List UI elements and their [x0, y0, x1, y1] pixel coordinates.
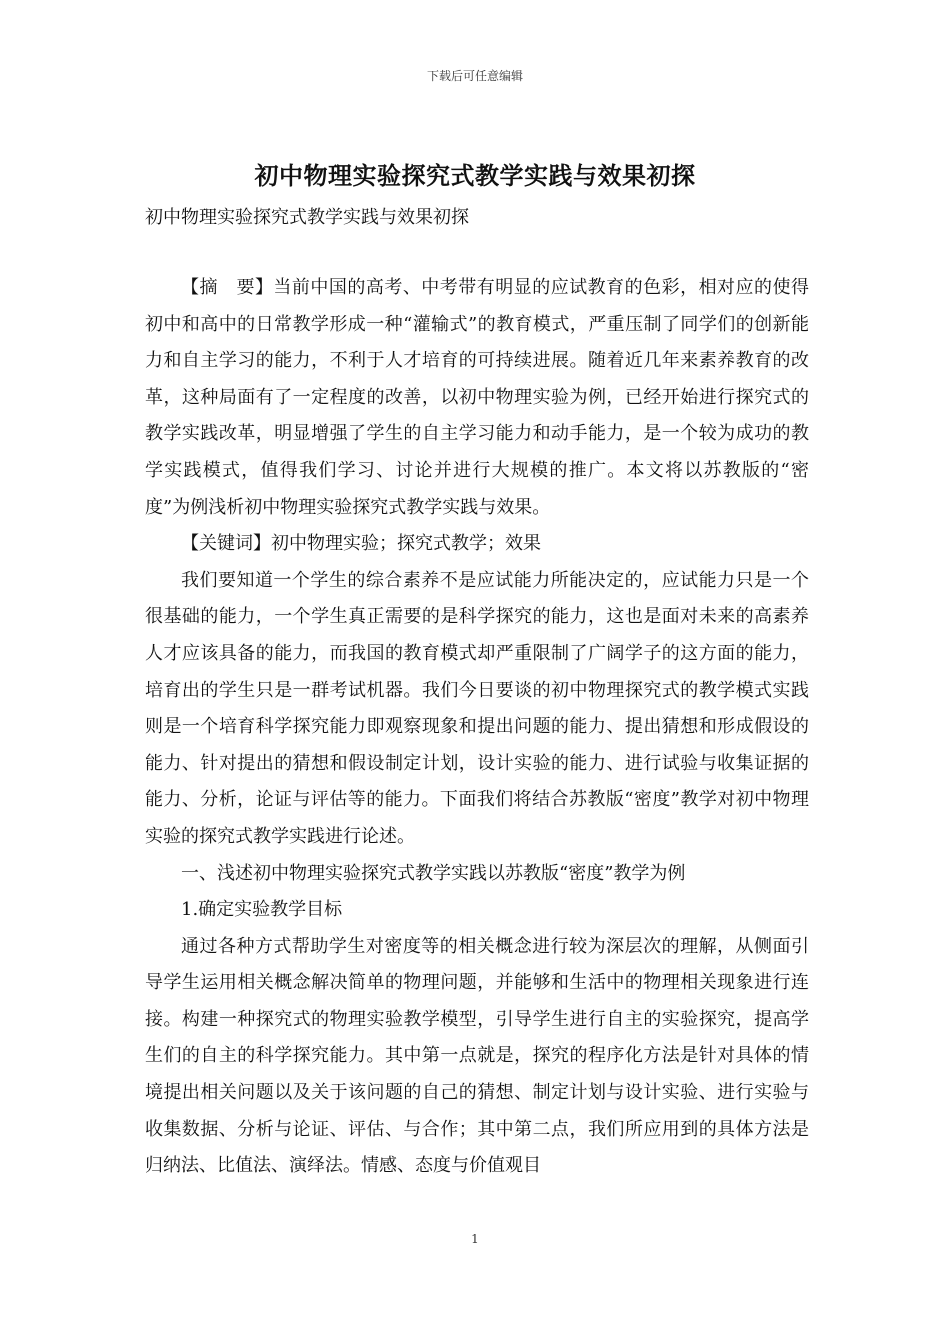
keywords-paragraph: 【关键词】初中物理实验；探究式教学；效果	[181, 533, 541, 555]
abstract-paragraph: 【摘 要】当前中国的高考、中考带有明显的应试教育的色彩，相对应的使得初中和高中的日常教学形成一种“灌输式”的教育模式，严重压制了同学们的创新能力和自主学习的能力，不利于人才培育的可持续进展。随着近几年来素养教育的改革，这种局面有了一定程度的改善，以初中物理实验为例，已经开始进行探究式的教学实践改革，明显增强了学生的自主学习能力和动手能力，是一个较为成功的教学实践模式，值得我们学习、讨论并进行大规模的推广。本文将以苏教版的“密度”为例浅析初中物理实验探究式教学实践与效果。	[145, 277, 809, 518]
document-body	[145, 270, 809, 1185]
body-paragraph: 通过各种方式帮助学生对密度等的相关概念进行较为深层次的理解，从侧面引导学生运用相关概念解决简单的物理问题，并能够和生活中的物理相关现象进行连接。构建一种探究式的物理实验教学模型，引导学生进行自主的实验探究，提高学生们的自主的科学探究能力。其中第一点就是，探究的程序化方法是针对具体的情境提出相关问题以及关于该问题的自己的猜想、制定计划与设计实验、进行实验与收集数据、分析与论证、评估、与合作；其中第二点，我们所应用到的具体方法是归纳法、比值法、演绎法。情感、态度与价值观目	[145, 935, 809, 1177]
page-header-note: 下载后可任意编辑	[426, 69, 523, 83]
document-title: 初中物理实验探究式教学实践与效果初探	[254, 161, 696, 190]
document-subtitle: 初中物理实验探究式教学实践与效果初探	[145, 207, 469, 228]
intro-paragraph: 我们要知道一个学生的综合素养不是应试能力所能决定的，应试能力只是一个很基础的能力，一个学生真正需要的是科学探究的能力，这也是面对未来的高素养人才应该具备的能力，而我国的教育模式却严重限制了广阔学子的这方面的能力，培育出的学生只是一群考试机器。我们今日要谈的初中物理探究式的教学模式实践则是一个培育科学探究能力即观察现象和提出问题的能力、提出猜想和形成假设的能力、针对提出的猜想和假设制定计划，设计实验的能力、进行试验与收集证据的能力、分析，论证与评估等的能力。下面我们将结合苏教版“密度”教学对初中物理实验的探究式教学实践进行论述。	[145, 569, 809, 847]
subsection-heading: 1.确定实验教学目标	[181, 899, 343, 921]
section-heading: 一、浅述初中物理实验探究式教学实践以苏教版“密度”教学为例	[181, 862, 686, 884]
page-number: 1	[471, 1232, 479, 1246]
